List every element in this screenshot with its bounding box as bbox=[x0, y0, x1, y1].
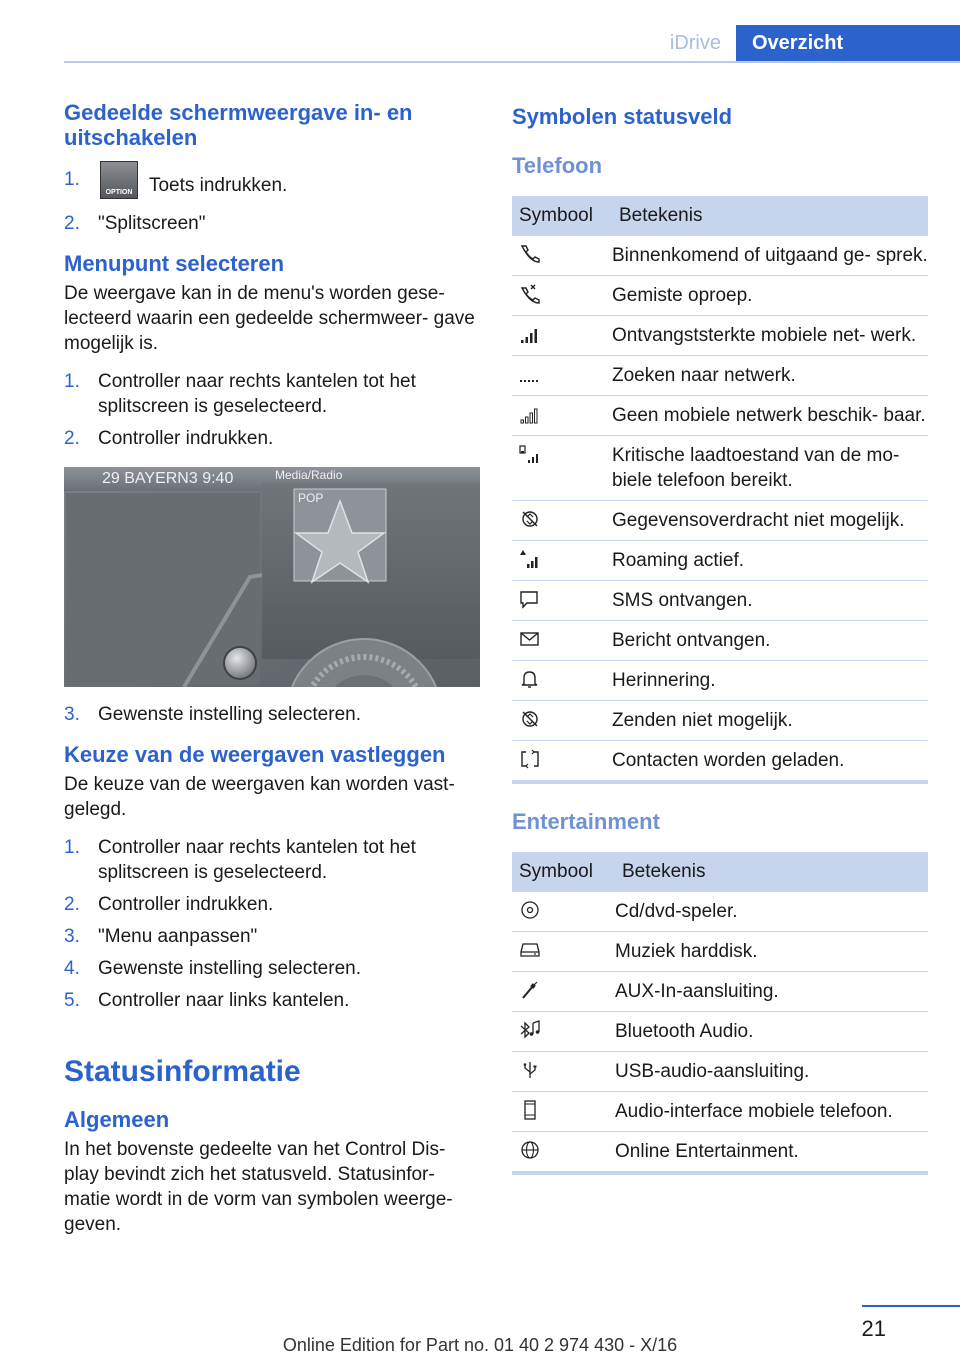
table-row bbox=[512, 892, 928, 932]
step-number: 2. bbox=[64, 894, 80, 915]
row-text: Binnenkomend of uitgaand ge- sprek. bbox=[612, 236, 928, 276]
table-end-rule bbox=[512, 780, 928, 784]
table-row bbox=[512, 581, 928, 621]
menu-after-steps bbox=[64, 702, 480, 727]
list-item bbox=[64, 369, 480, 419]
phone-call-icon bbox=[519, 244, 541, 264]
control-display-image bbox=[64, 467, 480, 687]
right-column bbox=[512, 100, 928, 1175]
step-text: "Splitscreen" bbox=[98, 213, 206, 234]
table-row bbox=[512, 501, 928, 541]
row-text: Muziek harddisk. bbox=[615, 932, 928, 972]
screen-graphic bbox=[64, 467, 480, 687]
step-number: 2. bbox=[64, 428, 80, 449]
phone-heading: Telefoon bbox=[512, 153, 603, 178]
row-text: USB-audio-aansluiting. bbox=[615, 1052, 928, 1092]
step-number: 1. bbox=[64, 371, 80, 392]
table-row bbox=[512, 396, 928, 436]
screen-panel-title: Media/Radio bbox=[275, 468, 343, 482]
step-number: 5. bbox=[64, 990, 80, 1011]
list-item bbox=[64, 211, 480, 236]
step-number: 1. bbox=[64, 837, 80, 858]
footer-rule bbox=[862, 1305, 960, 1307]
table-row bbox=[512, 621, 928, 661]
no-send-icon bbox=[519, 709, 541, 729]
step-text: Controller naar rechts kantelen tot het splitscreen is geselecteerd. bbox=[98, 371, 416, 417]
entertainment-heading: Entertainment bbox=[512, 809, 660, 834]
menu-steps bbox=[64, 369, 480, 451]
choice-heading: Keuze van de weergaven vastleggen bbox=[64, 742, 446, 767]
row-text: Geen mobiele netwerk beschik- baar. bbox=[612, 396, 928, 436]
step-number: 4. bbox=[64, 958, 80, 979]
left-column bbox=[64, 100, 480, 1237]
row-text: Online Entertainment. bbox=[615, 1141, 799, 1162]
signal-strength-icon bbox=[519, 324, 541, 344]
table-row bbox=[512, 972, 928, 1012]
header-section-label: iDrive bbox=[669, 32, 721, 54]
step-text: Controller indrukken. bbox=[98, 894, 274, 915]
mail-icon bbox=[519, 629, 541, 649]
col-meaning-header: Betekenis bbox=[615, 852, 928, 892]
table-row bbox=[512, 741, 928, 781]
header-chapter-label: Overzicht bbox=[752, 32, 844, 54]
battery-low-icon bbox=[519, 444, 541, 464]
table-row bbox=[512, 1132, 928, 1172]
row-text: SMS ontvangen. bbox=[612, 581, 928, 621]
list-item bbox=[64, 892, 480, 917]
contacts-sync-icon bbox=[519, 749, 541, 769]
step-text: Gewenste instelling selecteren. bbox=[98, 704, 361, 725]
header-chapter-tab bbox=[736, 25, 960, 61]
step-text: Controller naar rechts kantelen tot het splitscreen is geselecteerd. bbox=[98, 837, 416, 883]
step-text: Toets indrukken. bbox=[148, 175, 288, 196]
step-text: Controller naar links kantelen. bbox=[98, 990, 350, 1011]
list-item bbox=[64, 956, 480, 981]
screen-station-label: 29 BAYERN3 9:40 bbox=[102, 470, 234, 487]
bluetooth-audio-icon bbox=[519, 1020, 541, 1040]
phone-symbol-table bbox=[512, 196, 928, 780]
row-text: Contacten worden geladen. bbox=[612, 750, 845, 771]
row-text: Roaming actief. bbox=[612, 541, 928, 581]
missed-call-icon bbox=[519, 284, 541, 304]
step-number: 1. bbox=[64, 169, 80, 190]
screen-tile-label: POP bbox=[298, 491, 324, 505]
step-text: Controller indrukken. bbox=[98, 428, 274, 449]
bell-icon bbox=[519, 669, 541, 689]
row-text: Gegevensoverdracht niet mogelijk. bbox=[612, 501, 928, 541]
sms-icon bbox=[519, 589, 541, 609]
row-text: Bluetooth Audio. bbox=[615, 1012, 928, 1052]
option-button-label: OPTION bbox=[105, 189, 133, 196]
row-text: Herinnering. bbox=[612, 661, 928, 701]
network-search-icon bbox=[519, 364, 541, 384]
row-text: Cd/dvd-speler. bbox=[615, 892, 928, 932]
step-number: 3. bbox=[64, 926, 80, 947]
split-heading: Gedeelde schermweergave in- en uitschakelen bbox=[64, 100, 413, 150]
page-number: 21 bbox=[861, 1316, 886, 1341]
table-row bbox=[512, 541, 928, 581]
disc-icon bbox=[519, 900, 541, 920]
table-row bbox=[512, 356, 928, 396]
list-item bbox=[64, 161, 480, 205]
online-icon bbox=[519, 1140, 541, 1160]
table-end-rule bbox=[512, 1171, 928, 1175]
table-row bbox=[512, 932, 928, 972]
table-header bbox=[512, 852, 928, 892]
row-text: AUX-In-aansluiting. bbox=[615, 972, 928, 1012]
choice-steps bbox=[64, 835, 480, 1013]
table-row bbox=[512, 661, 928, 701]
row-text: Gemiste oproep. bbox=[612, 276, 928, 316]
step-text: Gewenste instelling selecteren. bbox=[98, 958, 361, 979]
col-meaning-header: Betekenis bbox=[612, 196, 928, 236]
aux-plug-icon bbox=[519, 980, 541, 1000]
col-symbol-header: Symbool bbox=[512, 852, 615, 892]
list-item bbox=[64, 702, 480, 727]
status-title: Statusinformatie bbox=[64, 1055, 301, 1088]
harddisk-icon bbox=[519, 940, 541, 960]
table-row bbox=[512, 316, 928, 356]
row-text: Zoeken naar netwerk. bbox=[612, 356, 928, 396]
table-row bbox=[512, 436, 928, 501]
split-steps bbox=[64, 161, 480, 236]
header-rule bbox=[64, 61, 960, 63]
row-text: Bericht ontvangen. bbox=[612, 621, 928, 661]
row-text: Kritische laadtoestand van de mo- biele telefoon bereikt. bbox=[612, 436, 928, 501]
table-row bbox=[512, 1092, 928, 1132]
step-number: 2. bbox=[64, 213, 80, 234]
col-symbol-header: Symbool bbox=[512, 196, 612, 236]
footer-edition: Online Edition for Part no. 01 40 2 974 430 - X/16 bbox=[282, 1335, 678, 1355]
menu-intro: De weergave kan in de menu's worden gese- lecteerd waarin een gedeelde schermweer- gave mogelijk is. bbox=[64, 283, 475, 354]
step-text: "Menu aanpassen" bbox=[98, 926, 258, 947]
roaming-icon bbox=[519, 549, 541, 569]
option-button-icon bbox=[100, 161, 138, 199]
table-row bbox=[512, 1012, 928, 1052]
menu-heading: Menupunt selecteren bbox=[64, 251, 285, 276]
entertainment-symbol-table bbox=[512, 852, 928, 1171]
row-text: Ontvangststerkte mobiele net- werk. bbox=[612, 316, 928, 356]
step-number: 3. bbox=[64, 704, 80, 725]
no-data-icon bbox=[519, 509, 541, 529]
table-row bbox=[512, 1052, 928, 1092]
table-row bbox=[512, 236, 928, 276]
list-item bbox=[64, 426, 480, 451]
table-row bbox=[512, 701, 928, 741]
mobile-phone-icon bbox=[519, 1100, 541, 1120]
row-text: Zenden niet mogelijk. bbox=[612, 701, 928, 741]
row-text: Audio-interface mobiele telefoon. bbox=[615, 1092, 928, 1132]
usb-icon bbox=[519, 1060, 541, 1080]
general-heading: Algemeen bbox=[64, 1107, 170, 1132]
list-item bbox=[64, 924, 480, 949]
general-text: In het bovenste gedeelte van het Control Dis- play bevindt zich het statusveld. Statusinfor- matie wordt in de vorm van symbolen weerge- geven. bbox=[64, 1139, 453, 1235]
table-row bbox=[512, 276, 928, 316]
list-item bbox=[64, 988, 480, 1013]
list-item bbox=[64, 835, 480, 885]
symbols-heading: Symbolen statusveld bbox=[512, 104, 733, 129]
choice-intro: De keuze van de weergaven kan worden vast- gelegd. bbox=[64, 774, 455, 820]
table-header bbox=[512, 196, 928, 236]
no-network-icon bbox=[519, 404, 541, 424]
